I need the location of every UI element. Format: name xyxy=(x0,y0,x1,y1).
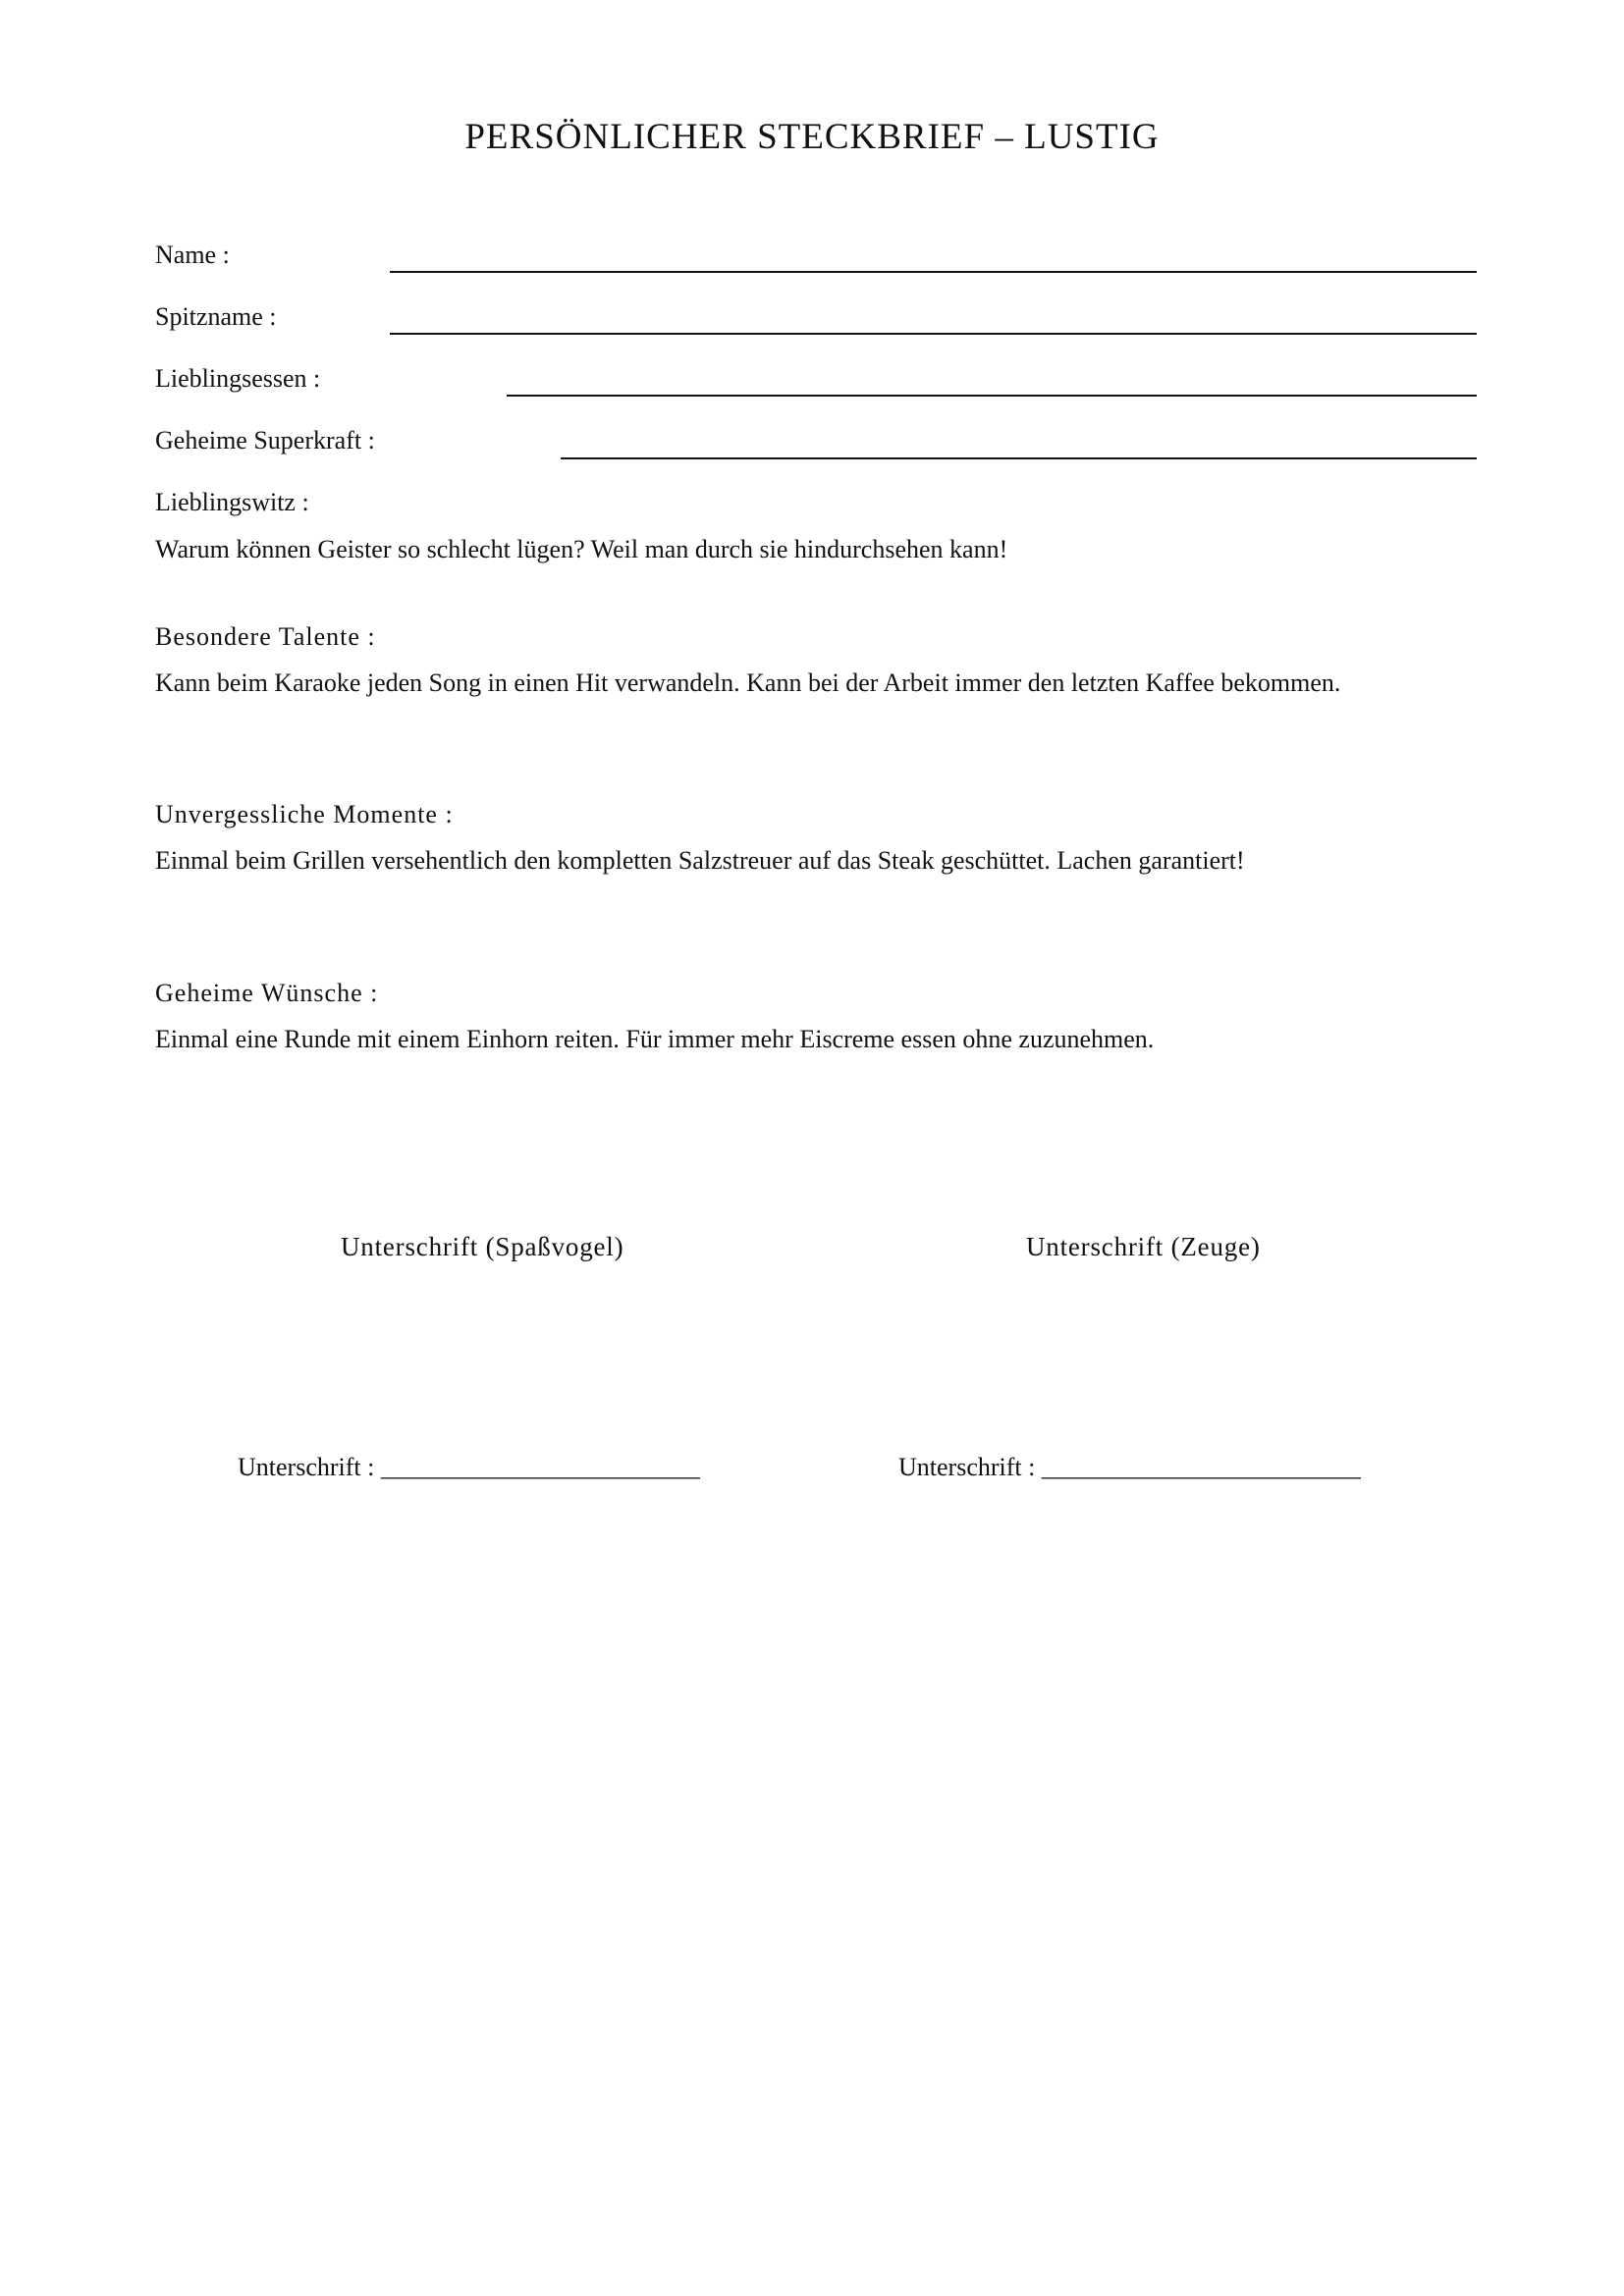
wuensche-label: Geheime Wünsche : xyxy=(155,979,379,1007)
name-fill-line[interactable] xyxy=(390,271,1477,273)
spitzname-label: Spitzname : xyxy=(155,302,277,331)
superkraft-label: Geheime Superkraft : xyxy=(155,426,375,454)
talente-label: Besondere Talente : xyxy=(155,622,376,651)
document-title: PERSÖNLICHER STECKBRIEF – LUSTIG xyxy=(464,117,1160,157)
lieblingswitz-label: Lieblingswitz : xyxy=(155,488,309,516)
lieblingsessen-fill-line[interactable] xyxy=(507,395,1477,397)
signature-line-spassvogel[interactable]: Unterschrift : _________________________ xyxy=(238,1453,700,1481)
superkraft-fill-line[interactable] xyxy=(561,457,1477,459)
lieblingswitz-text: Warum können Geister so schlecht lügen? Weil man durch sie hindurchsehen kann! xyxy=(155,535,1008,563)
signature-line-zeuge[interactable]: Unterschrift : _________________________ xyxy=(898,1453,1361,1481)
momente-label: Unvergessliche Momente : xyxy=(155,800,454,828)
wuensche-text: Einmal eine Runde mit einem Einhorn reiten. Für immer mehr Eiscreme essen ohne zuzunehmen. xyxy=(155,1025,1155,1053)
momente-text: Einmal beim Grillen versehentlich den kompletten Salzstreuer auf das Steak geschüttet. Lachen garantiert! xyxy=(155,846,1245,875)
name-label: Name : xyxy=(155,240,230,269)
lieblingsessen-label: Lieblingsessen : xyxy=(155,364,321,393)
spitzname-fill-line[interactable] xyxy=(390,333,1477,335)
signature-heading-zeuge: Unterschrift (Zeuge) xyxy=(1026,1232,1261,1261)
signature-heading-spassvogel: Unterschrift (Spaßvogel) xyxy=(341,1232,624,1261)
talente-text: Kann beim Karaoke jeden Song in einen Hit verwandeln. Kann bei der Arbeit immer den letzten Kaffee bekommen. xyxy=(155,668,1341,697)
